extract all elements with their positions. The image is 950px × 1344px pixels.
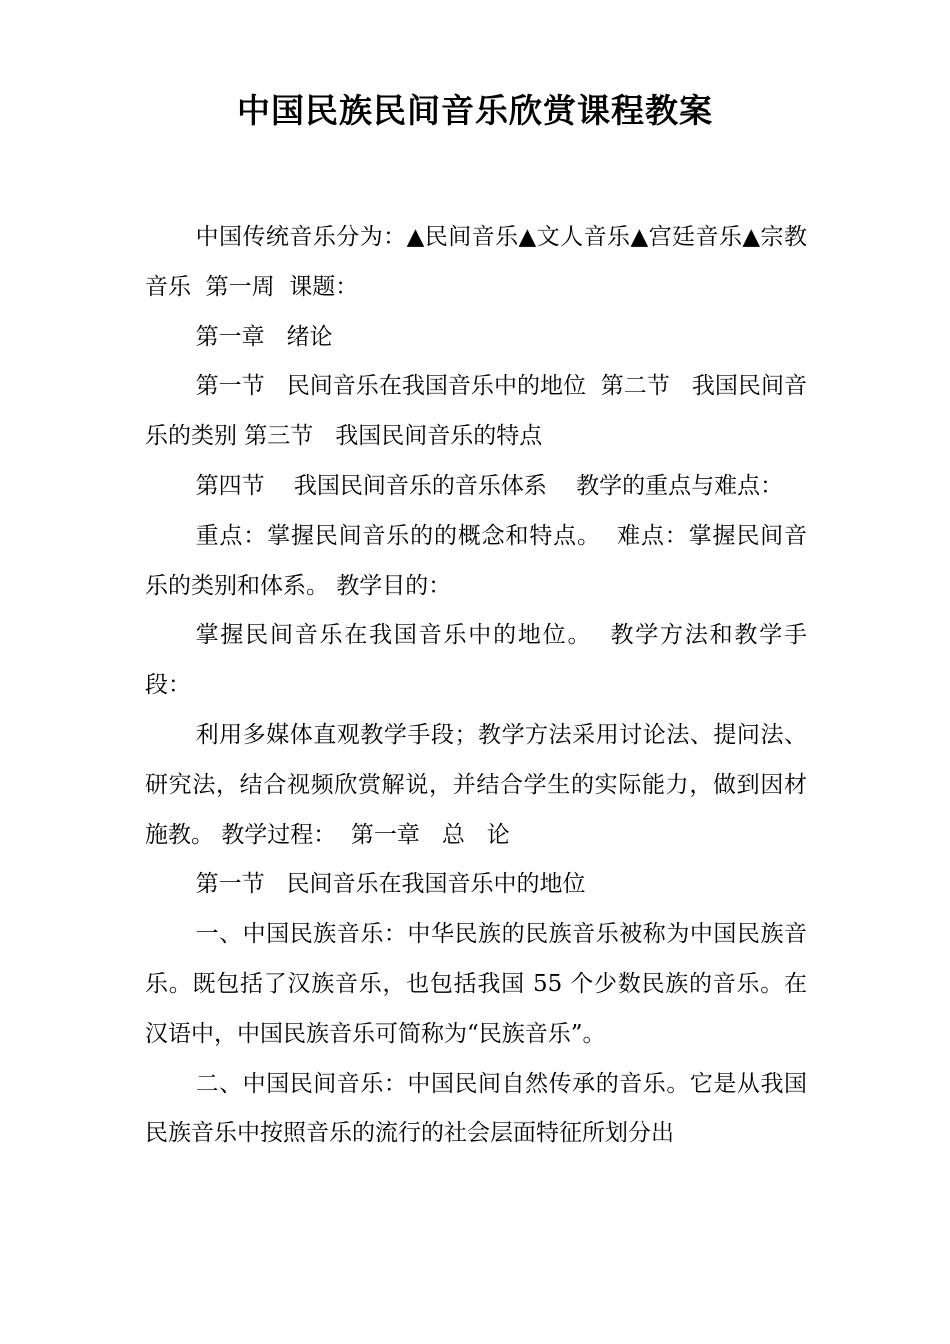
paragraph-music-categories: 中国传统音乐分为：▲民间音乐▲文人音乐▲宫廷音乐▲宗教音乐 第一周 课题： (145, 224, 807, 300)
paragraph-key-points: 重点：掌握民间音乐的的概念和特点。 难点：掌握民间音乐的类别和体系。 教学目的： (145, 522, 807, 599)
paragraph-teaching-methods: 利用多媒体直观教学手段；教学方法采用讨论法、提问法、研究法，结合视频欣赏解说，并结合学生的实际能力，做到因材施教。 教学过程： 第一章 总 论 (145, 721, 807, 848)
paragraph-folk-music: 二、中国民间音乐：中国民间自然传承的音乐。它是从我国民族音乐中按照音乐的流行的社会层面特征所划分出 (145, 1070, 807, 1147)
paragraph-section-four: 第四节 我国民间音乐的音乐体系 教学的重点与难点： (195, 472, 784, 499)
paragraph-section-heading: 第一节 民间音乐在我国音乐中的地位 (195, 871, 586, 898)
paragraph-sections-list: 第一节 民间音乐在我国音乐中的地位 第二节 我国民间音乐的类别 第三节 我国民间音乐的特点 (145, 373, 807, 450)
document-body (145, 213, 807, 1159)
paragraph-chapter-heading: 第一章 绪论 (195, 323, 333, 350)
document-title: 中国民族民间音乐欣赏课程教案 (237, 91, 713, 130)
paragraph-national-music: 一、中国民族音乐：中华民族的民族音乐被称为中国民族音乐。既包括了汉族音乐，也包括我国 55 个少数民族的音乐。在汉语中，中国民族音乐可简称为“民族音乐”。 (145, 921, 807, 1047)
paragraph-teaching-goal: 掌握民间音乐在我国音乐中的地位。 教学方法和教学手段： (145, 622, 807, 699)
